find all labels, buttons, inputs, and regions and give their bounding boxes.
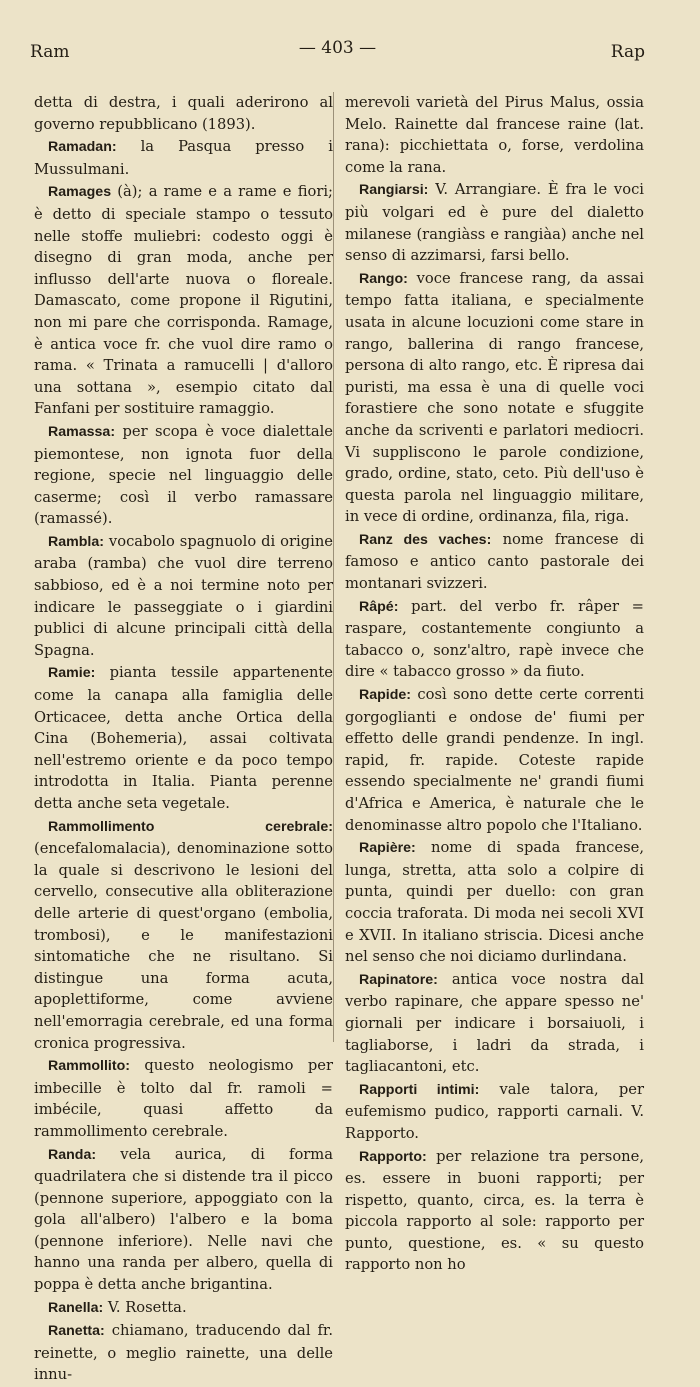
dictionary-entry [34,1144,333,1296]
entry-text: V. Rosetta. [103,1298,187,1316]
entry-text: (encefalomalacia), denominazione sotto la quale si descrivono le lesioni del cervello, consecutive alla obliterazione delle arterie di quest'organo (embolia, trombosi), e le manifestazioni sintomatiche che ne risultano. Si distingue una forma acuta, apoplettiforme, come avviene nell'emorragia cerebrale, ed una forma cronica progressiva. [34,840,333,1052]
dictionary-entry [345,92,644,178]
entry-text: così sono dette certe correnti gorgoglianti e ondose de' fiumi per effetto delle grandi pendenze. In ingl. rapid, fr. rapide. Coteste rapide essendo specialmente ne' grandi fiumi d'Africa e America, è naturale che le denominasse altro popolo che l'Italiano. [345,686,644,834]
entry-headword: Râpé: [359,598,399,615]
entry-headword: Rangiarsi: [359,182,429,199]
entry-headword: Rapporti intimi: [359,1081,480,1098]
entry-text: nome di spada francese, lunga, stretta, atta solo a colpire di punta, quindi per duello: con gran coccia traforata. Di moda nei secoli XVI e XVII. In italiano striscia. Dicesi anche nel senso che noi diciamo durlindana. [345,839,644,966]
entry-headword: Rapinatore: [359,971,438,988]
dictionary-entry [34,136,333,180]
entry-headword: Rapière: [359,840,416,857]
dictionary-entry [34,421,333,530]
header-left-guide: Ram [30,42,70,62]
dictionary-entry [34,1055,333,1142]
entry-headword: Rango: [359,270,408,287]
column-divider [333,92,334,1042]
entry-text: vela aurica, di forma quadrilatera che si distende tra il picco (pennone superiore, appoggiato con la gola all'albero) l'albero e la boma (pennone inferiore). Nelle navi che hanno una randa per albero, quella di poppa è detta anche brigantina. [34,1145,333,1294]
entry-text: antica voce nostra dal verbo rapinare, che appare spesso ne' giornali per indicare i borsaiuoli, i tagliaborse, i ladri da strada, i tagliacantoni, etc. [345,970,644,1076]
entry-headword: Ramie: [48,665,96,682]
entry-headword: Ranetta: [48,1323,105,1340]
dictionary-entry [34,816,333,1055]
dictionary-entry [34,1297,333,1320]
entry-text: la Pasqua presso i Mussulmani. [34,138,333,178]
dictionary-entry [345,1146,644,1277]
entry-text: per scopa è voce dialettale piemontese, non ignota fuor della regione, specie nel linguaggio delle caserme; così il verbo ramassare (ramassé). [34,422,333,528]
left-column [34,92,333,1387]
entry-text: questo neologismo per imbecille è tolto dal fr. ramoli = imbécile, quasi affetto da rammollimento cerebrale. [34,1057,333,1140]
entry-headword: Ranz des vaches: [359,531,492,548]
dictionary-entry [345,179,644,266]
entry-headword: Ramages [48,184,112,201]
entry-headword: Ramassa: [48,423,116,440]
dictionary-entry [34,181,333,420]
entry-headword: Ramadan: [48,139,117,156]
entry-text: chiamano, traducendo dal fr. reinette, o meglio rainette, una delle innu- [34,1322,333,1384]
entry-text: vale talora, per eufemismo pudico, rapporti carnali. V. Rapporto. [345,1080,644,1142]
entry-text: nome francese di famoso e antico canto pastorale dei montanari svizzeri. [345,530,644,593]
dictionary-entry [345,969,644,1078]
dictionary-entry [34,92,333,135]
entry-text: (à); a rame e a rame e fiori; è detto di speciale stampo o tessuto nelle stoffe muliebri: codesto oggi è disegno di gran moda, anche per influsso dell'arte nuova o floreale. Damascato, come propone il Rigutini, non mi pare che corrisponda. Ramage, è antica voce fr. che vuol dire ramo o rama. « Trinata a ramucelli | d'alloro una sottana », esempio citato dal Fanfani per sostituire ramaggio. [34,183,333,418]
dictionary-entry [345,529,644,595]
entry-text: part. del verbo fr. râper = raspare, costantemente congiunto a tabacco o, sonz'altro, rapè invece che dire « tabacco grosso » da fiuto. [345,597,644,681]
entry-text: pianta tessile appartenente come la canapa alla famiglia delle Orticacee, detta anche Ortica della Cina (Bohemeria), assai coltivata nell'estremo oriente e da poco tempo introdotta in Italia. Pianta perenne detta anche seta vegetale. [34,664,333,812]
dictionary-entry [34,1320,333,1386]
entry-text: merevoli varietà del Pirus Malus, ossia Melo. Rainette dal francese raine (lat. rana): picchiettata o, forse, verdolina come la rana. [345,94,644,176]
dictionary-entry [345,1079,644,1145]
dictionary-entry [345,684,644,836]
entry-headword: Rapide: [359,687,412,704]
dictionary-entry [34,662,333,814]
entry-text: V. Arrangiare. È fra le voci più volgari ed è pure del dialetto milanese (rangiàss e rangiàa) anche nel senso di azzimarsi, farsi bello. [345,181,644,265]
running-header [30,34,645,64]
entry-text: vocabolo spagnuolo di origine araba (ramba) che vuol dire terreno sabbioso, ed è a noi termine noto per indicare le passeggiate o i giardini publici di alcune principali città della Spagna. [34,532,333,659]
entry-headword: Rammollimento cerebrale: [48,818,333,835]
entry-text: detta di destra, i quali aderirono al governo repubblicano (1893). [34,94,333,133]
entry-headword: Rambla: [48,533,104,550]
entry-headword: Rammollito: [48,1058,130,1075]
dictionary-entry [345,268,644,528]
entry-headword: Ranella: [48,1299,104,1316]
entry-text: voce francese rang, da assai tempo fatta italiana, e specialmente usata in alcune locuzioni come stare in rango, ballerina di rango francese, persona di alto rango, etc. È ripresa dai puristi, ma essa è una di quelle voci forastiere che sono notate e sfuggite anche da scriventi e parlatori mediocri. Vi suppliscono le parole condizione, grado, ordine, stato, ceto. Più dell'uso è questa parola nel linguaggio militare, in vece di ordine, ordinanza, fila, riga. [345,269,644,526]
entry-headword: Randa: [48,1146,97,1163]
right-column [345,92,644,1277]
entry-headword: Rapporto: [359,1148,427,1165]
dictionary-entry [34,531,333,662]
dictionary-entry [345,837,644,968]
page-number: — 403 — [298,38,377,58]
entry-text: per relazione tra persone, es. essere in buoni rapporti; per rispetto, quanto, circa, es. la terra è piccola rapporto al sole: rapporto per punto, questione, es. « su questo rapporto non ho [345,1147,644,1274]
header-right-guide: Rap [610,42,645,62]
dictionary-entry [345,596,644,683]
